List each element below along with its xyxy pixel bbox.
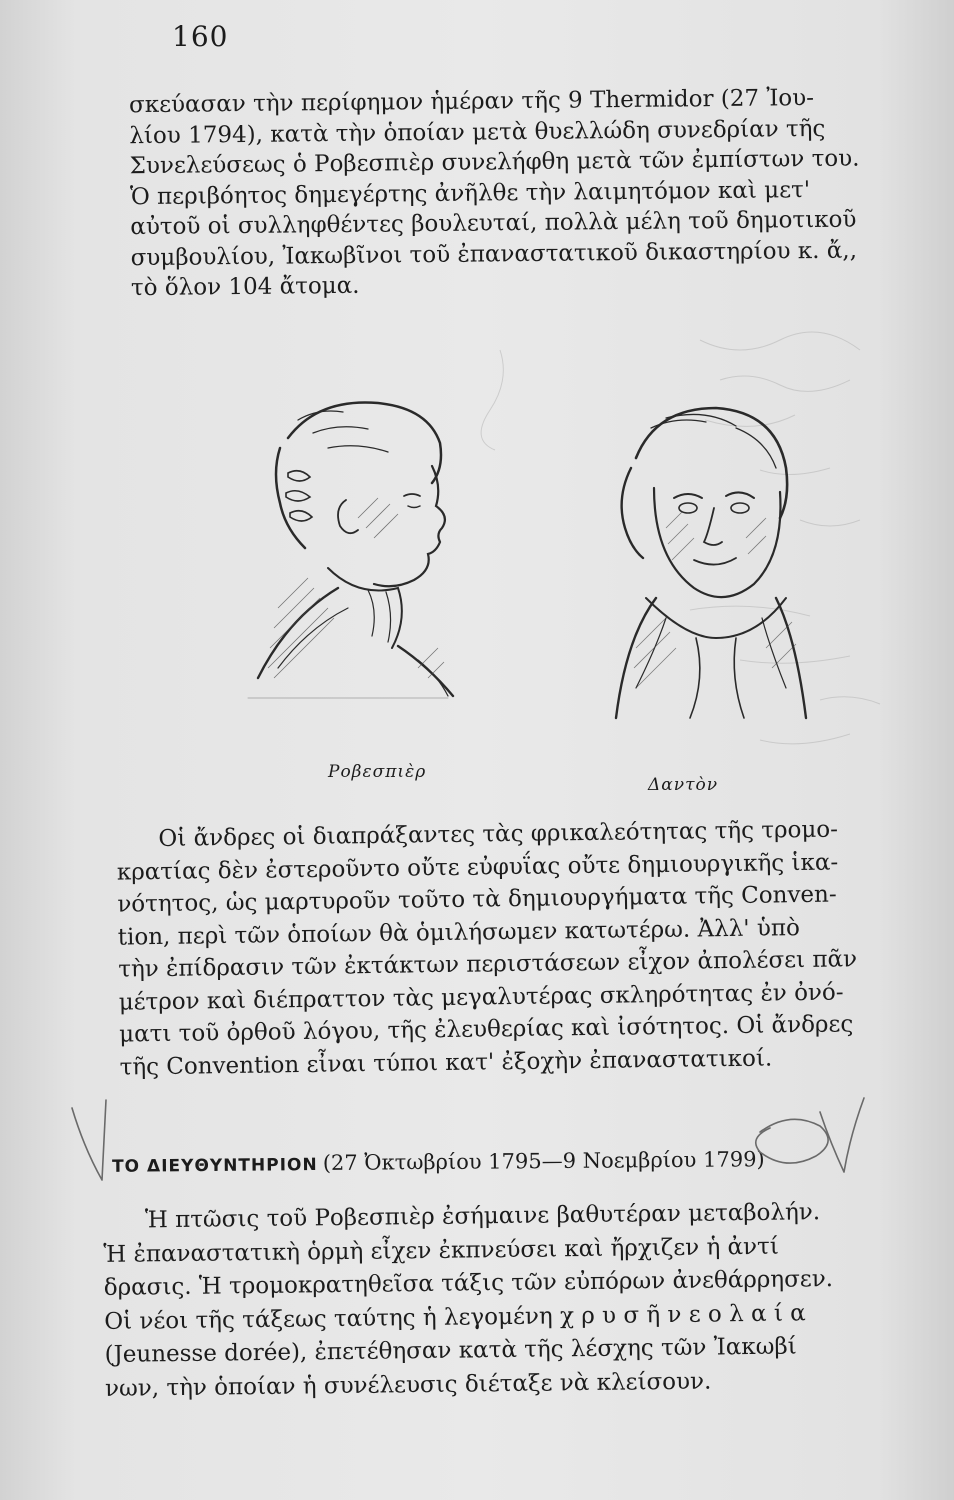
- caption-robespierre: Ροβεσπιὲρ: [328, 762, 427, 782]
- page-number: 160: [172, 20, 229, 53]
- text-line: tion, περὶ τῶν ὁποίων θὰ ὁμιλήσωμεν κατωτέρω. Ἀλλ' ὑπὸ: [117, 914, 801, 951]
- text-line: δρασις. Ἡ τρομοκρατηθεῖσα τάξις τῶν εὐπόρων ἀνεθάρρησεν.: [103, 1266, 834, 1301]
- pencil-check-mark-right: [820, 1098, 864, 1172]
- text-line: συμβουλίου, Ἰακωβῖνοι τοῦ ἐπαναστατικοῦ δικαστηρίου κ. ἄ,,: [130, 237, 858, 271]
- text-line: Ὁ περιβόητος δημεγέρτης ἀνῆλθε τὴν λαιμητόμον καὶ μετ': [129, 176, 811, 210]
- text-line: Οἱ νέοι τῆς τάξεως ταύτης ἡ λεγομένη χ ρ υ σ ῆ ν ε ο λ α ί α: [104, 1299, 806, 1335]
- text-line: Ἡ ἐπαναστατικὴ ὁρμὴ εἶχεν ἐκπνεύσει καὶ ἤρχιζεν ἡ ἀντί: [103, 1233, 779, 1268]
- text-line: Οἱ ἄνδρες οἱ διαπράξαντες τὰς φρικαλεότητας τῆς τρομο-: [158, 816, 839, 853]
- text-line: Ἡ πτῶσις τοῦ Ροβεσπιὲρ ἐσήμαινε βαθυτέραν μεταβολήν.: [144, 1199, 821, 1234]
- text-line: (Jeunesse dorée), ἐπετέθησαν κατὰ τῆς λέσχης τῶν Ἰακωβί: [104, 1333, 797, 1368]
- pencil-check-mark-left: [72, 1100, 106, 1180]
- section-dates: (27 Ὀκτωβρίου 1795—9 Νοεμβρίου 1799): [322, 1147, 765, 1176]
- caption-danton: Δαντὸν: [648, 775, 719, 795]
- text-line: κρατίας δὲν ἐστεροῦντο οὔτε εὐφυΐας οὔτε δημιουργικῆς ἱκα-: [116, 849, 839, 886]
- text-line: μέτρον καὶ διέπραττον τὰς μεγαλυτέρας σκληρότητας ἐν ὀνό-: [118, 978, 844, 1016]
- text-line: σκεύασαν τὴν περίφημον ἡμέραν τῆς 9 Thermidor (27 Ἰου-: [128, 85, 815, 119]
- robespierre-portrait: [218, 378, 480, 718]
- section-title: ΤΟ ΔΙΕΥΘΥΝΤΗΡΙΟΝ: [111, 1155, 318, 1177]
- text-line: αὐτοῦ οἱ συλληφθέντες βουλευταί, πολλὰ μέλη τοῦ δημοτικοῦ: [130, 206, 857, 241]
- text-line: τὴν ἐπίδρασιν τῶν ἐκτάκτων περιστάσεων εἶχον ἀπολέσει πᾶν: [118, 946, 858, 983]
- paragraph-fall-of-robespierre: [103, 1195, 910, 1406]
- paragraph-thermidor: [129, 82, 931, 304]
- section-heading: [112, 1147, 765, 1177]
- text-line: τῆς Convention εἶναι τύποι κατ' ἐξοχὴν ἐπαναστατικοί.: [119, 1044, 773, 1081]
- danton-portrait: [576, 388, 828, 728]
- text-line: νων, τὴν ὁποίαν ἡ συνέλευσις διέταξε νὰ κλείσουν.: [104, 1368, 712, 1402]
- text-line: νότητος, ὡς μαρτυροῦν τοῦτο τὰ δημιουργήματα τῆς Conven-: [117, 881, 837, 918]
- text-line: Συνελεύσεως ὁ Ροβεσπιὲρ συνελήφθη μετὰ τῶν ἐμπίστων του.: [129, 145, 860, 180]
- pencil-scribble: [756, 1119, 828, 1163]
- text-line: ματι τοῦ ὀρθοῦ λόγου, τῆς ἐλευθερίας καὶ ἰσότητος. Οἱ ἄνδρες: [118, 1011, 854, 1048]
- text-line: λίου 1794), κατὰ τὴν ὁποίαν μετὰ θυελλώδη συνεδρίαν τῆς: [129, 115, 826, 149]
- text-line: τὸ ὅλον 104 ἄτομα.: [130, 272, 360, 302]
- paragraph-convention: [116, 812, 920, 1083]
